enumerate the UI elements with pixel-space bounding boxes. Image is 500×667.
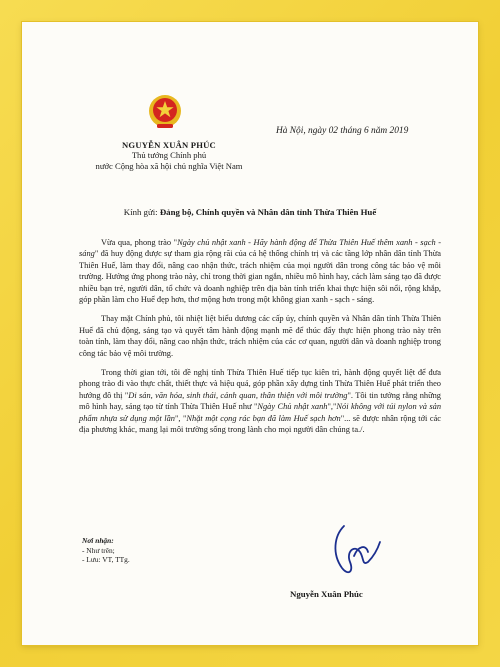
paragraph-1 (79, 237, 441, 305)
paragraph-3-text-b: ". Tôi tin tưởng rằng những mô hình hay, sáng tạo từ tỉnh Thừa Thiên Huế như " (79, 390, 441, 412)
recipient-item: - Như trên; (82, 545, 115, 555)
paragraph-3 (79, 367, 441, 435)
dateline: Hà Nội, ngày 02 tháng 6 năm 2019 (276, 126, 409, 136)
national-emblem-icon (148, 94, 182, 130)
paragraph-3-text-e: "... sẽ được nhân rộng tới các địa phương khác, mang lại môi trường sống trong lành cho mọi người dân chúng ta./. (79, 413, 442, 435)
salutation-prefix: Kính gửi: (123, 207, 160, 217)
paragraph-2: Thay mặt Chính phủ, tôi nhiệt liệt biểu dương các cấp ủy, chính quyền và Nhân dân tỉnh Thừa Thiên Huế đã chủ động, sáng tạo và quyết tâm hành động mạnh mẽ để thúc đẩy thực hiện phong trào này trên toàn tỉnh, làm thay đổi, nâng cao nhận thức, trách nhiệm của các cơ quan, người dân và doanh nghiệp trong công tác bảo vệ môi trường. (79, 314, 441, 358)
paragraph-1-quote: Ngày chủ nhật xanh - Hãy hành động để Thừa Thiên Huế thêm xanh - sạch - sáng (79, 238, 441, 259)
paragraph-3-text-a: Trong thời gian tới, tôi đề nghị tỉnh Thừa Thiên Huế tiếp tục kiên trì, hành động quyết liệt để đưa phong trào đi vào thực chất, thiết thực và hiệu quả, góp phần xây dựng tỉnh Thừa Thiên Huế phát triển theo hướng đô thị " (79, 368, 441, 400)
sender-block (94, 140, 244, 172)
sender-name: NGUYỄN XUÂN PHÚC (122, 140, 216, 150)
paragraph-3-text-c: "," (327, 402, 337, 412)
handwritten-signature (324, 522, 382, 582)
paragraph-3-quote-c: Nói không với túi nylon và sản phẩm nhựa sử dụng một lần (79, 402, 442, 423)
paragraph-3-quote-a: Di sản, văn hóa, sinh thái, cảnh quan, thân thiện với môi trường (128, 390, 348, 400)
recipients-block (82, 536, 130, 565)
paragraph-3-text-d: ", " (175, 413, 187, 423)
salutation (22, 207, 478, 217)
paragraph-1-text-b: " đã huy động được sự tham gia rộng rãi của cả hệ thống chính trị và các tầng lớp nhân dân tỉnh Thừa Thiên Huế, làm thay đổi, nâng cao nhận thức, trách nhiệm của mọi người dân trong công tác bảo vệ môi trường. Hưởng ứng phong trào này, chỉ trong thời gian ngắn, nhiều mô hình hay, cách làm sáng tạo đã được nhiều bạn trẻ, người dân, tổ chức và doanh nghiệp trên địa bàn tỉnh triển khai thực hiện sôi nổi, rộng khắp, góp phần làm cho Huế đẹp hơn, thơ mộng hơn trong một không gian xanh - sạch - sáng. (79, 249, 441, 305)
paragraph-3-quote-b: Ngày Chủ nhật xanh (257, 402, 328, 412)
letter-paper (22, 22, 478, 645)
sender-title: Thủ tướng Chính phủ (131, 150, 207, 160)
letter-body (79, 237, 441, 444)
paragraph-3-quote-d: Nhặt một cọng rác bạn đã làm Huế sạch hơn (186, 413, 341, 423)
recipients-label: Nơi nhận: (82, 536, 114, 545)
salutation-addressee: Đảng bộ, Chính quyền và Nhân dân tỉnh Thừa Thiên Huế (159, 207, 377, 217)
signer-name: Nguyễn Xuân Phúc (290, 589, 363, 599)
paragraph-1-text-a: Vừa qua, phong trào " (101, 238, 178, 247)
sender-country: nước Cộng hòa xã hội chủ nghĩa Việt Nam (95, 161, 243, 171)
recipient-item: - Lưu: VT, TTg. (82, 555, 130, 565)
